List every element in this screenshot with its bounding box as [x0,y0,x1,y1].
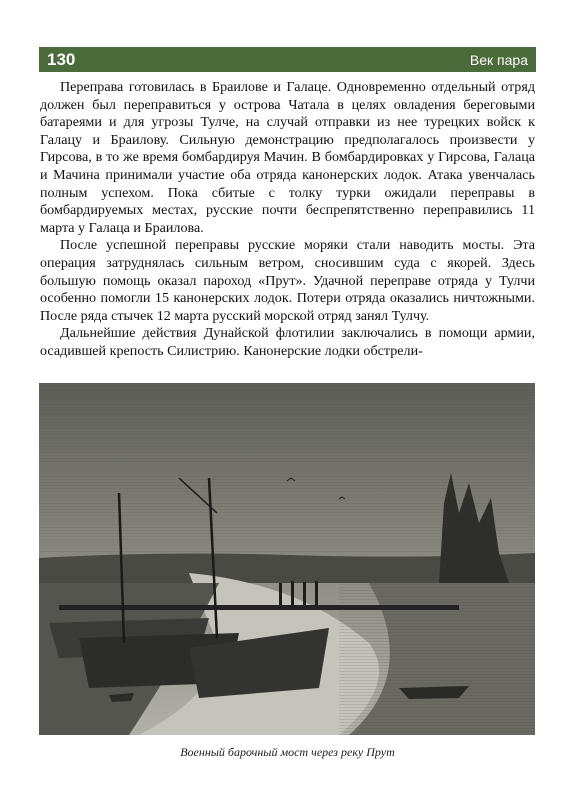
paragraph: Переправа готовилась в Браилове и Галаце. Одновременно отдельный отряд должен был переправиться у острова Чатала в целях овладения береговыми батареями и для угрозы Тулче, на случай отправки из нее турецких войск к Галацу и Браилову. Сильную демонстрацию предполагалось произвести у Гирсова, в то же время бомбардируя Мачин. В бомбардировках у Гирсова, Галаца и Мачина принимали участие оба отряда канонерских лодок. Атака увенчалась полным успехом. Пока сбитые с толку турки ожидали переправы в бомбардируемых местах, русские почти беспрепятственно переправились 11 марта у Галаца и Браилова. [40,79,535,236]
paragraph: После успешной переправы русские моряки стали наводить мосты. Эта операция затруднялась сильным ветром, сносившим суда с якорей. Здесь большую помощь оказал пароход «Прут». Удачной переправе отряда у Тулчи особенно помогли 15 канонерских лодок. Потери отряда оказались ничтожными. После ряда стычек 12 марта русский морской отряд занял Тулчу. [40,237,535,324]
page-number: 130 [47,49,76,69]
body-text [40,79,535,361]
paragraph: Дальнейшие действия Дунайской флотилии заключались в помощи армии, осадившей крепость Силистрию. Канонерские лодки обстрели- [40,325,535,359]
figure-caption: Военный барочный мост через реку Прут [180,745,395,759]
rowboat [399,686,469,699]
pontoon-bridge [59,605,459,610]
section-title: Век пара [469,51,528,68]
bridge-engraving [39,383,535,735]
page-header [39,47,536,72]
engraving-illustration [39,383,535,735]
